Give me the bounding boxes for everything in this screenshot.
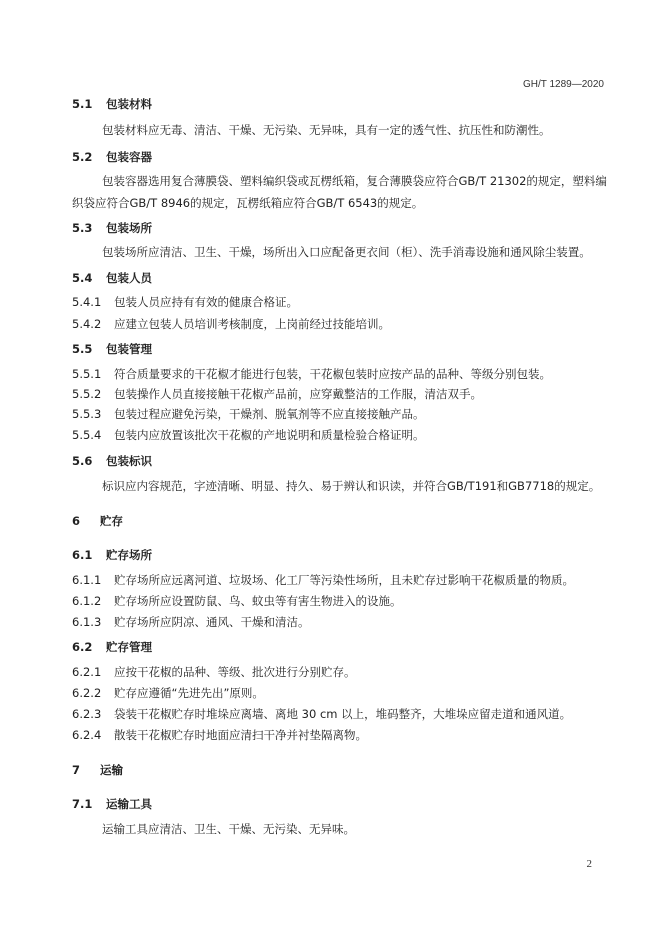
- section-number: 5.6: [72, 454, 93, 468]
- clause-5-5-1: [72, 366, 551, 382]
- document-code: GH/T 1289—2020: [523, 79, 604, 90]
- section-number: 6.2: [72, 640, 93, 654]
- chapter-number: 7: [72, 763, 81, 777]
- section-7-1-body: 运输工具应清洁、卫生、干燥、无污染、无异味。: [102, 822, 355, 836]
- clause-5-5-3: [72, 406, 425, 422]
- section-number: 5.2: [72, 150, 93, 164]
- clause-text: 贮存场所应设置防鼠、鸟、蚊虫等有害生物进入的设施。: [114, 594, 402, 608]
- section-number: 5.1: [72, 97, 93, 111]
- section-title: 包装管理: [106, 342, 152, 356]
- clause-number: 6.2.1: [72, 665, 102, 679]
- section-5-3-heading: [72, 220, 152, 236]
- clause-5-5-4: [72, 427, 425, 443]
- chapter-number: 6: [72, 514, 81, 528]
- clause-6-1-3: [72, 614, 310, 630]
- section-title: 包装材料: [106, 97, 152, 111]
- clause-text: 符合质量要求的干花椒才能进行包装，干花椒包装时应按产品的品种、等级分别包装。: [114, 367, 551, 381]
- clause-text: 包装人员应持有有效的健康合格证。: [114, 295, 298, 309]
- clause-number: 5.5.1: [72, 367, 102, 381]
- clause-number: 5.4.2: [72, 317, 102, 331]
- section-5-2-heading: [72, 149, 152, 165]
- section-5-1-body: 包装材料应无毒、清洁、干燥、无污染、无异味，具有一定的透气性、抗压性和防潮性。: [102, 123, 551, 137]
- section-5-1-heading: [72, 96, 152, 112]
- clause-text: 贮存场所应阴凉、通风、干燥和清洁。: [114, 615, 310, 629]
- clause-text: 应建立包装人员培训考核制度，上岗前经过技能培训。: [114, 317, 390, 331]
- section-number: 5.5: [72, 342, 93, 356]
- clause-5-4-2: [72, 316, 390, 332]
- clause-5-4-1: [72, 294, 298, 310]
- section-5-3-body: 包装场所应清洁、卫生、干燥，场所出入口应配备更衣间（柜）、洗手消毒设施和通风除尘装置。: [102, 245, 591, 259]
- section-title: 贮存管理: [106, 640, 152, 654]
- clause-6-1-2: [72, 593, 402, 609]
- clause-number: 6.1.2: [72, 594, 102, 608]
- section-title: 运输工具: [106, 797, 152, 811]
- clause-number: 6.2.3: [72, 707, 102, 721]
- clause-number: 6.1.1: [72, 573, 102, 587]
- clause-text: 应按干花椒的品种、等级、批次进行分别贮存。: [114, 665, 356, 679]
- clause-text: 袋装干花椒贮存时堆垛应离墙、离地 30 cm 以上，堆码整齐，大堆垛应留走道和通风道。: [114, 707, 572, 721]
- section-title: 包装容器: [106, 150, 152, 164]
- section-7-1-heading: [72, 796, 152, 812]
- chapter-6-heading: [72, 513, 123, 529]
- section-5-4-heading: [72, 270, 152, 286]
- clause-6-2-2: [72, 685, 264, 701]
- section-title: 包装标识: [106, 454, 152, 468]
- section-5-2-body-line-2: 织袋应符合GB/T 8946的规定，瓦楞纸箱应符合GB/T 6543的规定。: [72, 196, 424, 210]
- clause-6-2-1: [72, 664, 356, 680]
- section-5-5-heading: [72, 341, 152, 357]
- chapter-title: 贮存: [100, 514, 123, 528]
- clause-6-2-3: [72, 706, 571, 722]
- clause-text: 包装过程应避免污染，干燥剂、脱氧剂等不应直接接触产品。: [114, 407, 425, 421]
- clause-number: 6.1.3: [72, 615, 102, 629]
- section-number: 7.1: [72, 797, 93, 811]
- clause-number: 5.5.4: [72, 428, 102, 442]
- clause-6-1-1: [72, 572, 574, 588]
- section-5-2-body-line-1: 包装容器选用复合薄膜袋、塑料编织袋或瓦楞纸箱，复合薄膜袋应符合GB/T 21302的规定，塑料编: [102, 174, 607, 188]
- section-number: 5.4: [72, 271, 93, 285]
- chapter-title: 运输: [100, 763, 123, 777]
- clause-text: 贮存场所应远离河道、垃圾场、化工厂等污染性场所，且未贮存过影响干花椒质量的物质。: [114, 573, 574, 587]
- clause-text: 散装干花椒贮存时地面应清扫干净并衬垫隔离物。: [114, 728, 367, 742]
- clause-number: 5.5.3: [72, 407, 102, 421]
- section-title: 贮存场所: [106, 548, 152, 562]
- section-number: 5.3: [72, 221, 93, 235]
- section-5-6-body: 标识应内容规范，字迹清晰、明显、持久、易于辨认和识读，并符合GB/T191和GB7718的规定。: [102, 479, 601, 493]
- page-number: 2: [586, 858, 592, 870]
- section-title: 包装场所: [106, 221, 152, 235]
- clause-number: 5.4.1: [72, 295, 102, 309]
- section-number: 6.1: [72, 548, 93, 562]
- chapter-7-heading: [72, 762, 123, 778]
- clause-text: 包装内应放置该批次干花椒的产地说明和质量检验合格证明。: [114, 428, 425, 442]
- section-6-1-heading: [72, 547, 152, 563]
- clause-number: 5.5.2: [72, 387, 102, 401]
- clause-5-5-2: [72, 386, 482, 402]
- section-5-6-heading: [72, 453, 152, 469]
- clause-number: 6.2.4: [72, 728, 102, 742]
- clause-text: 贮存应遵循“先进先出”原则。: [114, 686, 264, 700]
- clause-text: 包装操作人员直接接触干花椒产品前，应穿戴整洁的工作服，清洁双手。: [114, 387, 482, 401]
- clause-number: 6.2.2: [72, 686, 102, 700]
- section-title: 包装人员: [106, 271, 152, 285]
- clause-6-2-4: [72, 727, 367, 743]
- section-6-2-heading: [72, 639, 152, 655]
